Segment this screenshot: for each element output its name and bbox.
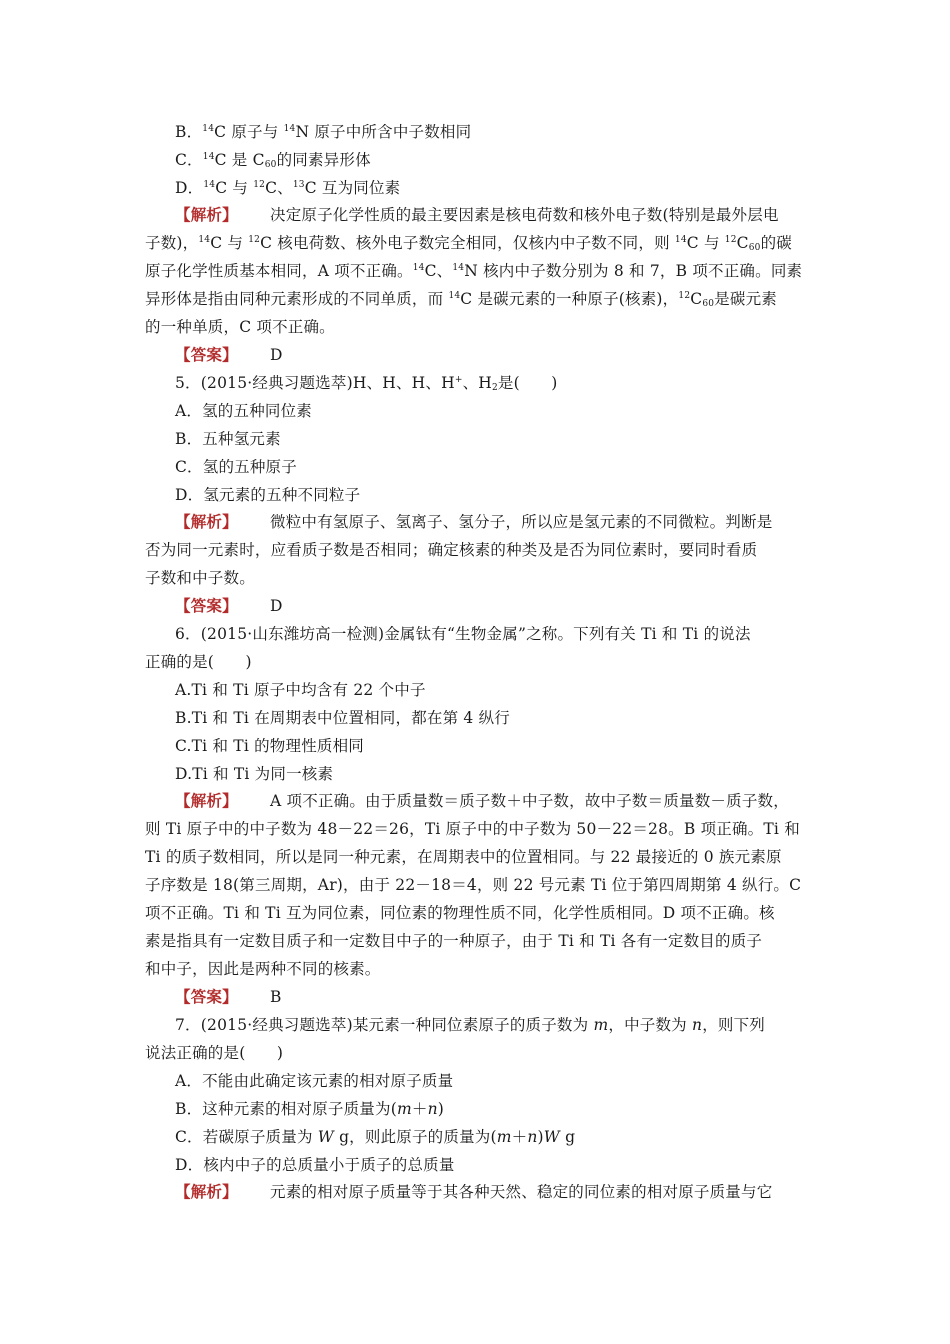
analysis-tag: 【解析】 [175, 1182, 238, 1201]
q5-option-d: D．氢元素的五种不同粒子 [175, 486, 361, 504]
q6-stem-line-2: 正确的是( ) [145, 653, 252, 671]
q5-answer: 【答案】 D [175, 596, 283, 615]
q6-option-b: B.Ti 和 Ti 在周期表中位置相同，都在第 4 纵行 [175, 709, 511, 727]
q7-analysis-line-1: 【解析】 元素的相对原子质量等于其各种天然、稳定的同位素的相对原子质量与它 [175, 1182, 773, 1201]
analysis-tag: 【解析】 [175, 205, 238, 224]
q6-analysis-line-2: 则 Ti 原子中的中子数为 48－22＝26，Ti 原子中的中子数为 50－22＝28。B 项正确。Ti 和 [145, 820, 800, 838]
q5-stem: 5．(2015·经典习题选萃)H、H、H、H+、$H_2$是( ) [175, 374, 558, 393]
q6-option-c: C.Ti 和 Ti 的物理性质相同 [175, 737, 365, 755]
analysis-tag: 【解析】 [175, 791, 238, 810]
q4-option-c: C．$^{14}$C 是 $C_{60}$的同素异形体 [175, 151, 371, 170]
q6-analysis-line-7: 和中子，因此是两种不同的核素。 [145, 960, 381, 978]
q5-option-c: C．氢的五种原子 [175, 458, 297, 476]
q7-option-b: B．这种元素的相对原子质量为(m＋n) [175, 1100, 444, 1118]
q6-analysis-line-4: 子序数是 18(第三周期，Ar)，由于 22－18＝4，则 22 号元素 Ti 位于第四周期第 4 纵行。C [145, 876, 802, 894]
q6-stem-line-1: 6．(2015·山东潍坊高一检测)金属钛有“生物金属”之称。下列有关 Ti 和 Ti 的说法 [175, 625, 751, 643]
q7-option-a: A．不能由此确定该元素的相对原子质量 [175, 1072, 454, 1090]
answer-tag: 【答案】 [175, 345, 238, 364]
q7-option-d: D．核内中子的总质量小于质子的总质量 [175, 1156, 455, 1174]
q4-option-d: D．$^{14}$C 与 $^{12}$C、$^{13}$C 互为同位素 [175, 179, 401, 197]
answer-tag: 【答案】 [175, 596, 238, 615]
q7-option-c: C．若碳原子质量为 W g，则此原子的质量为(m＋n)W g [175, 1128, 576, 1146]
q4-analysis-line-5: 的一种单质，C 项不正确。 [145, 318, 335, 336]
q4-analysis-line-1: 【解析】 决定原子化学性质的最主要因素是核电荷数和核外电子数(特别是最外层电 [175, 205, 779, 224]
q6-analysis-line-3: Ti 的质子数相同，所以是同一种元素，在周期表中的位置相同。与 22 最接近的 0 族元素原 [145, 848, 782, 866]
q5-option-b: B．五种氢元素 [175, 430, 281, 448]
q5-analysis-line-2: 否为同一元素时，应看质子数是否相同；确定核素的种类及是否为同位素时，要同时看质 [145, 541, 758, 559]
q7-stem-line-2: 说法正确的是( ) [145, 1044, 284, 1062]
q6-answer: 【答案】 B [175, 987, 282, 1006]
answer-tag: 【答案】 [175, 987, 238, 1006]
q5-analysis-line-3: 子数和中子数。 [145, 569, 255, 587]
q6-analysis-line-6: 素是指具有一定数目质子和一定数目中子的一种原子，由于 Ti 和 Ti 各有一定数目的质子 [145, 932, 763, 950]
analysis-tag: 【解析】 [175, 512, 238, 531]
q4-option-b: B．$^{14}$C 原子与 $^{14}$N 原子中所含中子数相同 [175, 123, 472, 141]
q6-analysis-line-5: 项不正确。Ti 和 Ti 互为同位素，同位素的物理性质不同，化学性质相同。D 项不正确。核 [145, 904, 775, 922]
q6-option-a: A.Ti 和 Ti 原子中均含有 22 个中子 [175, 681, 426, 699]
q4-analysis-line-3: 原子化学性质基本相同，A 项不正确。$^{14}$C、$^{14}$N 核内中子数分别为 8 和 7，B 项不正确。同素 [145, 262, 803, 280]
q4-analysis-line-2: 子数)，$^{14}$C 与 $^{12}$C 核电荷数、核外电子数完全相同，仅核内中子数不同，则 $^{14}$C 与 $^{12}C_{60}$的碳 [145, 234, 792, 253]
q7-stem-line-1: 7．(2015·经典习题选萃)某元素一种同位素原子的质子数为 m，中子数为 n，则下列 [175, 1016, 766, 1034]
q6-analysis-line-1: 【解析】 A 项不正确。由于质量数＝质子数＋中子数，故中子数＝质量数－质子数， [175, 791, 789, 810]
q5-option-a: A．氢的五种同位素 [175, 402, 312, 420]
q5-analysis-line-1: 【解析】 微粒中有氢原子、氢离子、氢分子，所以应是氢元素的不同微粒。判断是 [175, 512, 773, 531]
q6-option-d: D.Ti 和 Ti 为同一核素 [175, 765, 334, 783]
q4-analysis-line-4: 异形体是指由同种元素形成的不同单质，而 $^{14}$C 是碳元素的一种原子(核素)，$^{12}C_{60}$是碳元素 [145, 290, 777, 309]
q4-answer: 【答案】 D [175, 345, 283, 364]
